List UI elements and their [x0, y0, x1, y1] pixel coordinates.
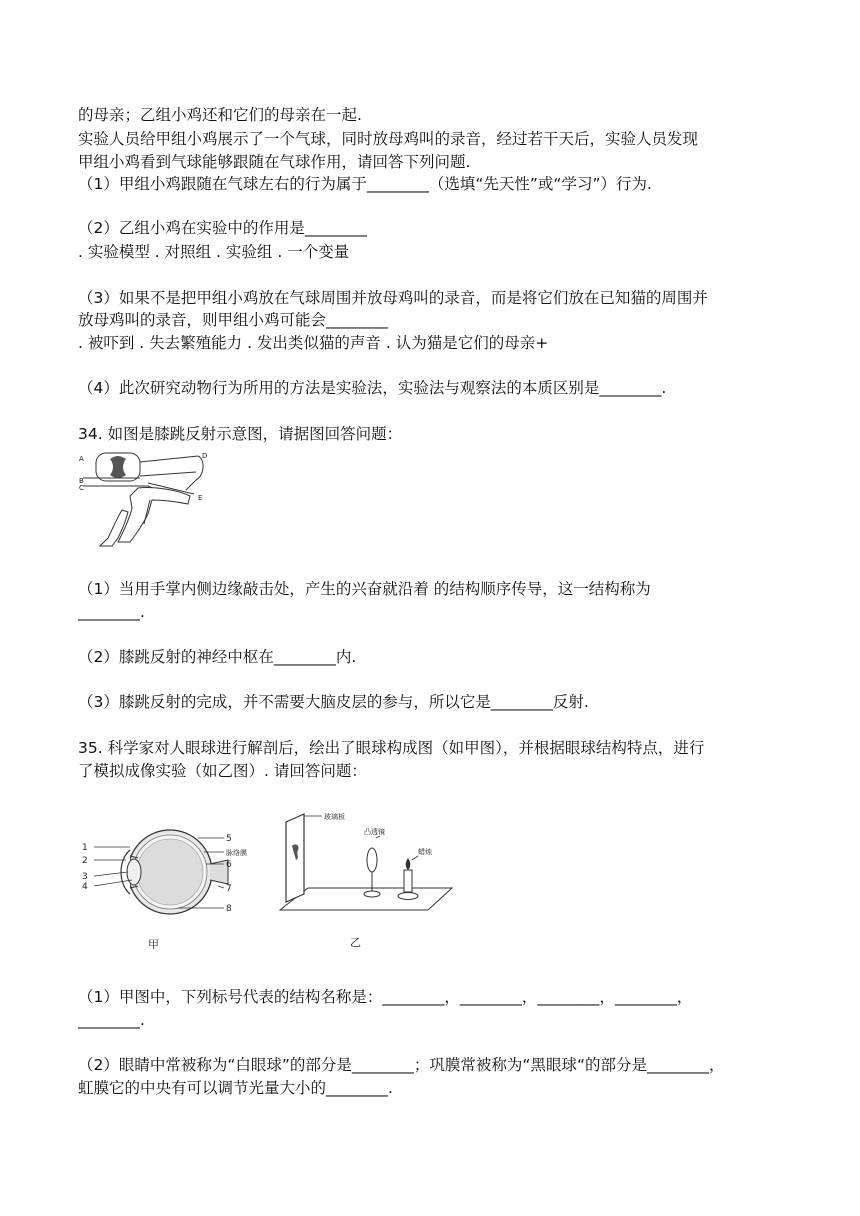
problem-35-title: 35. 科学家对人眼球进行解剖后，绘出了眼球构成图（如甲图），并根据眼球结构特点，进行: [78, 739, 705, 757]
problem-34-q2: （2）膝跳反射的神经中枢在________内.: [78, 648, 357, 666]
question-4: （4）此次研究动物行为所用的方法是实验法，实验法与观察法的本质区别是________.: [78, 379, 667, 397]
problem-35-q1: （1）甲图中，下列标号代表的结构名称是：________，________，________，________，: [78, 988, 693, 1006]
question-3-cont: 放母鸡叫的录音，则甲组小鸡可能会________: [78, 311, 389, 329]
glass-plate-label: 玻璃板: [324, 813, 345, 821]
problem-34-q1: （1）当用手掌内侧边缘敲击处，产生的兴奋就沿着 的结构顺序传导，这一结构称为: [78, 580, 651, 598]
knee-label-d: D: [202, 452, 208, 460]
candle-label: 蜡烛: [418, 848, 432, 856]
question-1: （1）甲组小鸡跟随在气球左右的行为属于________（选填“先天性”或“学习”）行为.: [78, 175, 652, 193]
question-2: （2）乙组小鸡在实验中的作用是________: [78, 219, 367, 237]
text-line-2: 实验人员给甲组小鸡展示了一个气球，同时放母鸡叫的录音，经过若干天后，实验人员发现: [78, 130, 699, 148]
problem-34-title: 34. 如图是膝跳反射示意图，请据图回答问题：: [78, 425, 403, 443]
question-3-options: . 被吓到 . 失去繁殖能力 . 发出类似猫的声音 . 认为猫是它们的母亲+: [78, 334, 549, 352]
problem-35-title-cont: 了模拟成像实验（如乙图）. 请回答问题：: [78, 762, 367, 780]
eye-figure-caption: 甲: [148, 938, 159, 951]
problem-35-q1-cont: ________.: [78, 1011, 145, 1029]
text-line-1: 的母亲；乙组小鸡还和它们的母亲在一起.: [78, 106, 362, 124]
problem-35-q2-cont: 虹膜它的中央有可以调节光量大小的________.: [78, 1079, 393, 1097]
eye-label-6: 6: [226, 860, 232, 870]
question-3: （3）如果不是把甲组小鸡放在气球周围并放母鸡叫的录音，而是将它们放在已知猫的周围并: [78, 289, 708, 307]
eye-label-2: 2: [82, 856, 88, 866]
eye-label-3: 3: [82, 872, 88, 882]
eye-label-4: 4: [82, 882, 88, 892]
convex-lens-label: 凸透镜: [364, 828, 385, 836]
knee-label-a: A: [79, 455, 84, 463]
knee-label-b: B: [79, 477, 84, 485]
problem-35-q2: （2）眼睛中常被称为“白眼球”的部分是________；巩膜常被称为“黑眼球“的部分是________，: [78, 1056, 725, 1074]
knee-label-c: C: [79, 484, 84, 492]
eye-label-5: 5: [226, 834, 232, 844]
question-2-options: . 实验模型 . 对照组 . 实验组 . 一个变量: [78, 243, 350, 261]
text-line-3: 甲组小鸡看到气球能够跟随在气球作用，请回答下列问题.: [78, 153, 471, 171]
lens-experiment-figure: [268, 810, 458, 950]
eye-structure-figure: [78, 820, 258, 955]
knee-label-e: E: [198, 494, 203, 502]
eye-label-8: 8: [226, 904, 232, 914]
lens-figure-caption: 乙: [350, 936, 361, 949]
eye-label-7: 7: [226, 884, 232, 894]
eye-label-1: 1: [82, 843, 88, 853]
problem-34-q3: （3）膝跳反射的完成，并不需要大脑皮层的参与，所以它是________反射.: [78, 693, 589, 711]
problem-34-q1-cont: ________.: [78, 603, 145, 621]
eye-label-choroid: 脉络膜: [226, 849, 247, 857]
knee-reflex-figure: [78, 450, 210, 552]
